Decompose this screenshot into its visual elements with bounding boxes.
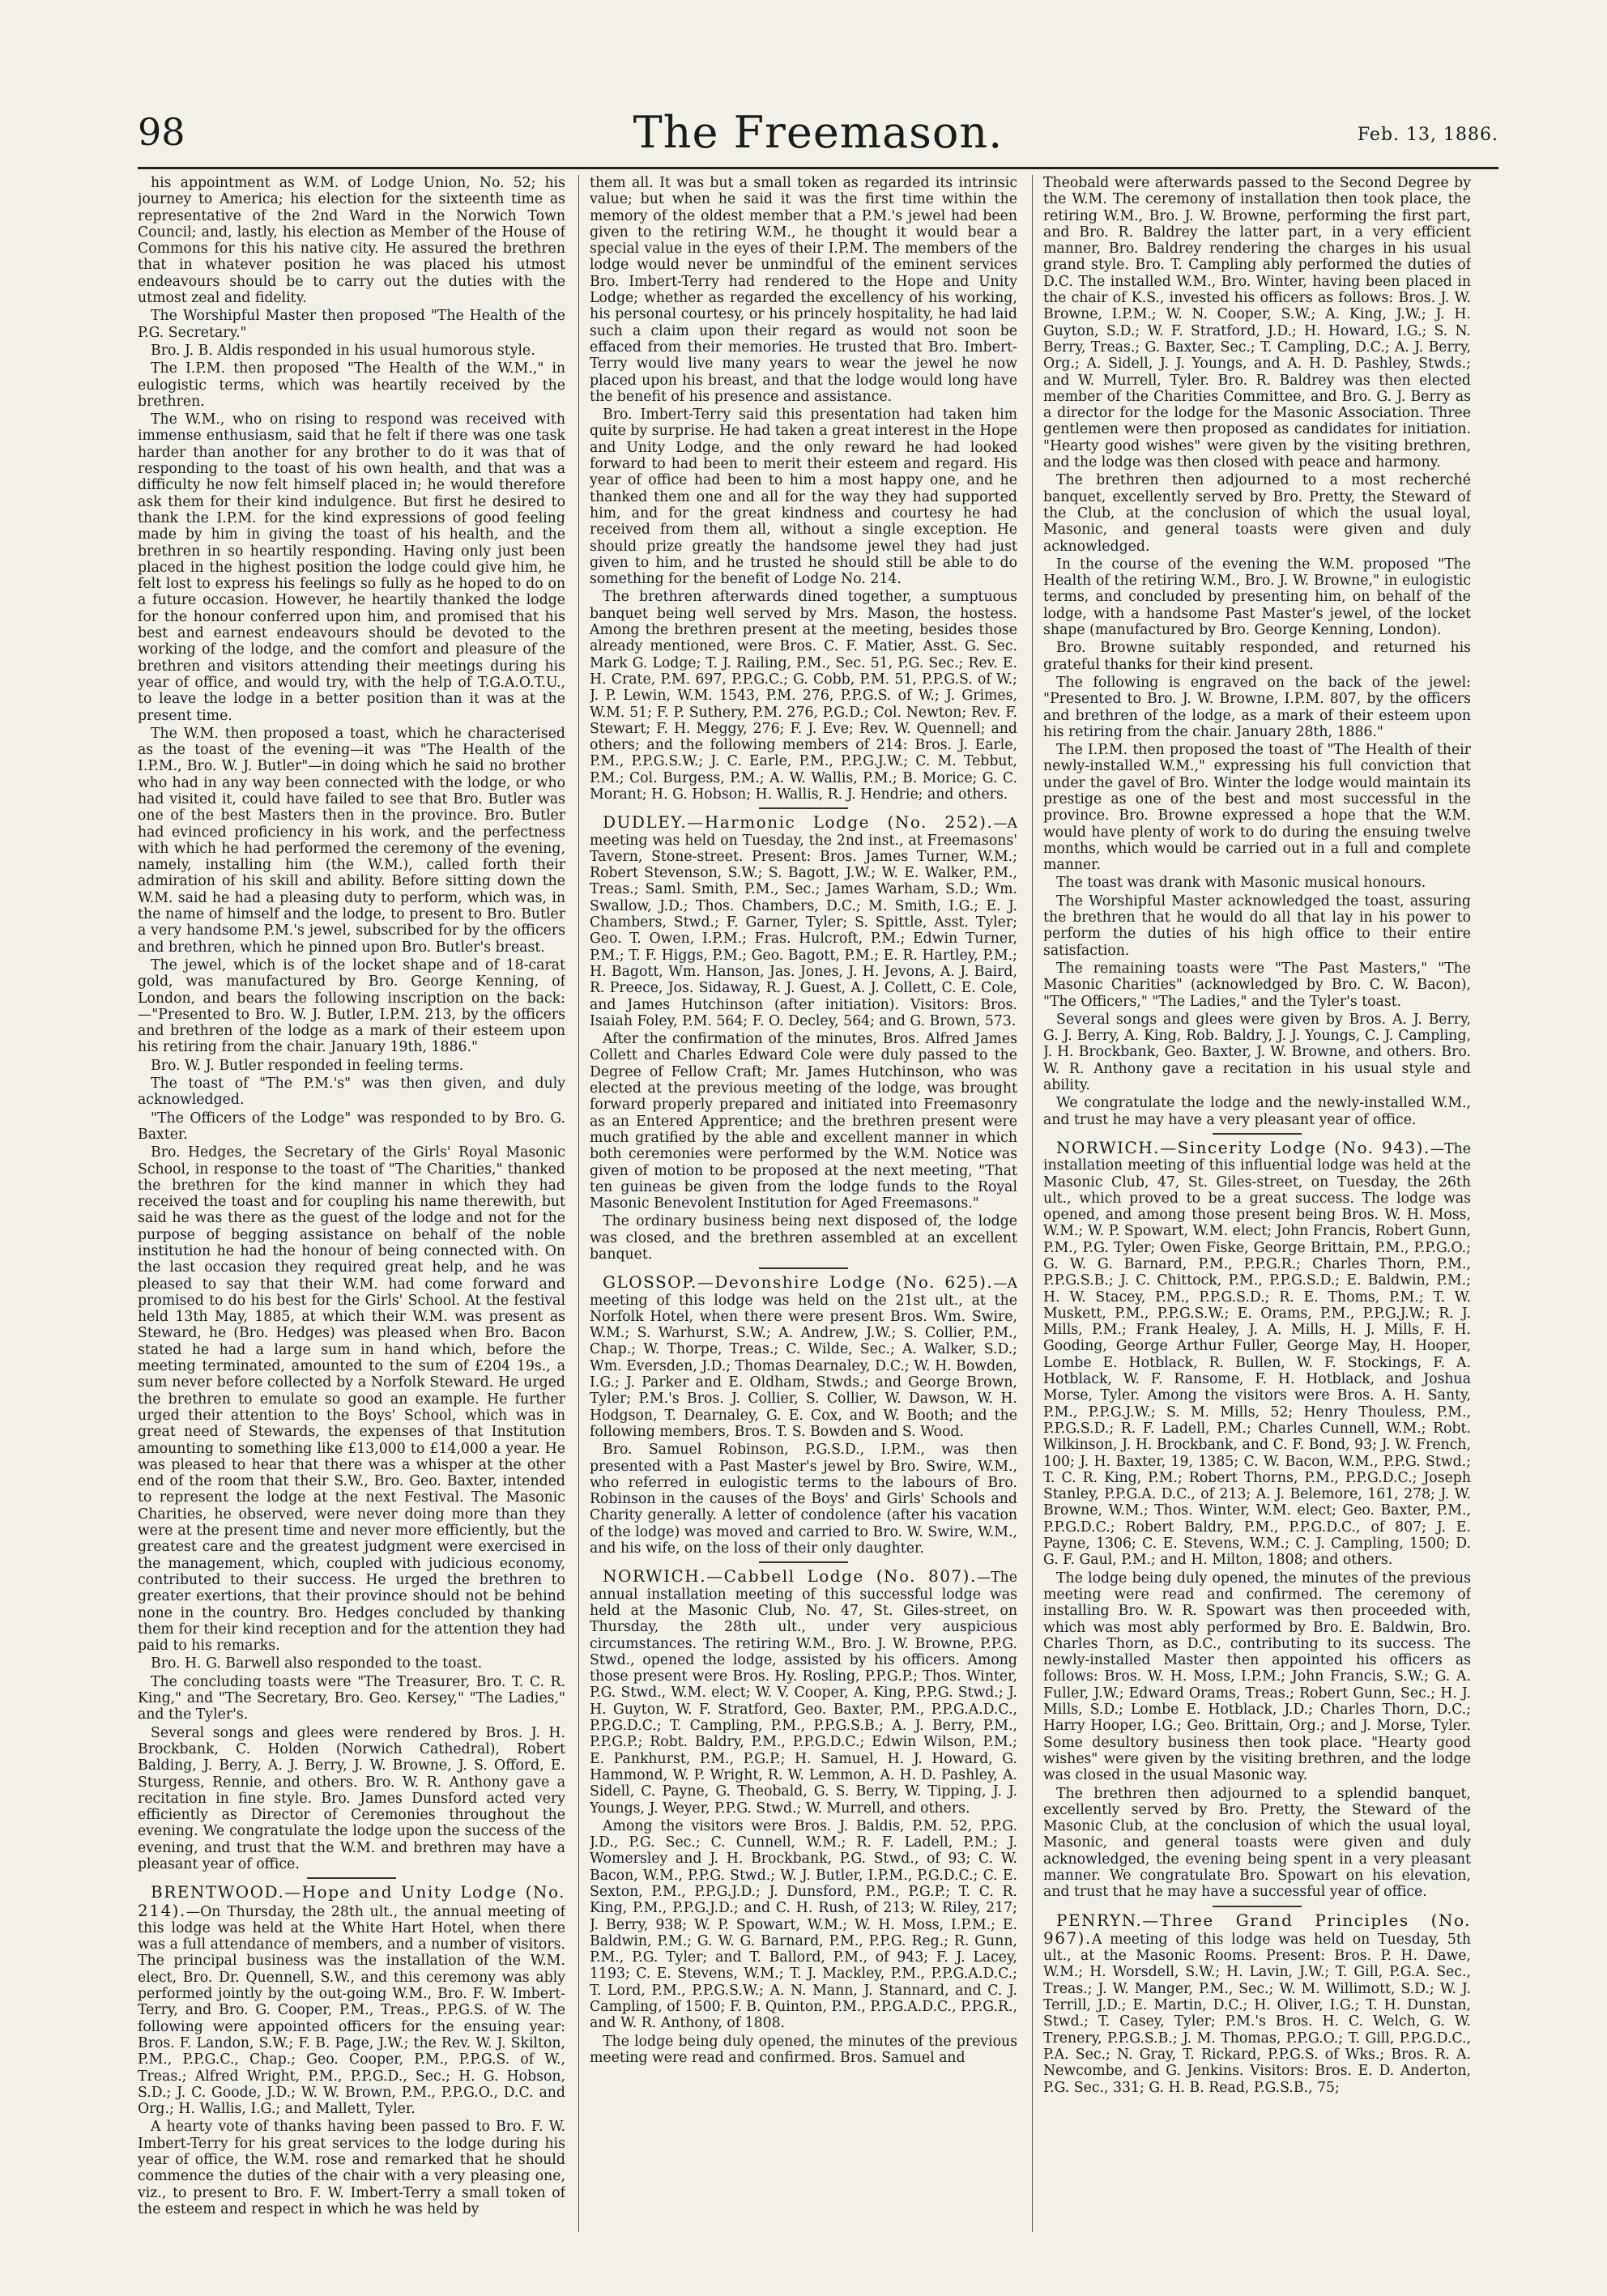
section-separator [759,1561,848,1563]
paragraph: Bro. Hedges, the Secretary of the Girls' Royal Masonic School, in response to the toast of "The Charities," thanked the brethren for the kind manner in which they had received the toast and for coupling his name therewith, but said he was there as the guest of the lodge and not for the purpose of begging assistance on behalf of the noble institution he had the honour of being connected with. On the last occasion they required great help, and he was pleased to say that their W.M. had come forward and promised to do his best for the Girls' School. At the festival held 13th May, 1885, at which their W.M. was present as Steward, he (Bro. Hedges) was pleased when Bro. Bacon stated he had a large sum in hand which, before the meeting terminated, amounted to the sum of £204 19s., a sum never before collected by a Norfolk Steward. He urged the brethren to emulate so good an example. He further urged their attention to the Boys' School, which was in great need of Stewards, the expenses of that Institution amounting to something like £13,000 to £14,000 a year. He was pleased to hear that there was a whisper at the other end of the room that their S.W., Bro. Geo. Baxter, intended to represent the lodge at the next Festival. The Masonic Charities, he observed, were never doing more than they were at the present time and never more efficiently, but the greatest care and the greatest judgment were exercised in the management, which, coupled with judicious economy, contributed to their success. He urged the brethren to greater exertions, that their province should not be behind none in the country. Bro. Hedges concluded by thanking them for their kind reception and for the attention they had paid to his remarks. [138,1144,565,1655]
paragraph: "The Officers of the Lodge" was responded to by Bro. G. Baxter. [138,1110,565,1143]
report-heading: DUDLEY.—Harmonic Lodge (No. 252).—A meeting was held on Tuesday, the 2nd inst., at Freemasons' Tavern, Stone-street. Present: Bros. James Turner, W.M.; Robert Stevenson, S.W.; S. Bagott, J.W.; W. E. Walker, P.M., Treas.; Saml. Smith, P.M., Sec.; James Warham, S.D.; Wm. Swallow, J.D.; Thos. Chambers, D.C.; M. Smith, I.G.; E. J. Chambers, Stwd.; F. Garner, Tyler; S. Spittle, Asst. Tyler; Geo. T. Owen, I.P.M.; Fras. Hulcroft, P.M.; Edwin Turner, P.M.; T. F. Higgs, P.M.; Geo. Bagott, P.M.; E. R. Hartley, P.M.; H. Bagott, Wm. Hanson, Jas. Jones, J. H. Jevons, A. J. Baird, R. Preece, Jos. Sidaway, R. J. Guest, A. J. Collett, C. E. Cole, and James Hutchinson (after initiation). Visitors: Bros. Isaiah Foley, P.M. 564; F. O. Decley, 564; and G. Brown, 573. [590,812,1017,1029]
column-1 [138,175,565,2232]
paragraph: The W.M. then proposed a toast, which he characterised as the toast of the evening—it was "The Health of the I.P.M., Bro. W. J. Butler"—in doing which he said no brother who had in any way been connected with the lodge, or who had visited it, could have failed to see that Bro. Butler was one of the best Masters then in the province. Bro. Butler had evinced proficiency in his work, and the perfectness with which he had performed the ceremony of the evening, namely, installing him (the W.M.), called forth their admiration of his skill and ability. Before sitting down the W.M. said he had a pleasing duty to perform, which was, in the name of himself and the lodge, to present to Bro. Butler a very handsome P.M.'s jewel, subscribed for by the officers and brethren, which he pinned upon Bro. Butler's breast. [138,725,565,956]
paragraph: Bro. Browne suitably responded, and returned his grateful thanks for their kind present. [1043,640,1471,673]
page-number: 98 [138,110,185,154]
paragraph: The lodge being duly opened, the minutes of the previous meeting were read and confirmed. Bros. Samuel and [590,2033,1017,2066]
paragraph: The W.M., who on rising to respond was received with immense enthusiasm, said that he felt if there was one task harder than another for any brother to do it was that of responding to the toast of his own health, and that was a difficulty he now felt himself placed in; he would therefore ask them for their kind indulgence. But first he desired to thank the I.P.M. for the kind expressions of good feeling made by him in giving the toast of his health, and the brethren in so heartily responding. Having only just been placed in the highest position the lodge could give him, he felt lost to express his feelings so fully as he hoped to do on a future occasion. However, he heartily thanked the lodge for the honour conferred upon him, and promised that his best and earnest endeavours should be devoted to the working of the lodge, and the comfort and pleasure of the brethren and visitors attending their meetings during his year of office, and would try, with the help of T.G.A.O.T.U., to leave the lodge in a better position than it was at the present time. [138,411,565,724]
paragraph: A meeting of this lodge was held on the 21st ult., at the Norfolk Hotel, when there were present Bros. Wm. Swire, W.M.; S. Warhurst, S.W.; A. Andrew, J.W.; S. Collier, P.M., Chap.; W. Thorpe, Treas.; C. Wilde, Sec.; A. Walker, S.D.; Wm. Eversden, J.D.; Thomas Dearnaley, D.C.; W. H. Bowden, I.G.; J. Parker and E. Oldham, Stwds.; and George Brown, Tyler; P.M.'s Bros. J. Collier, S. Collier, W. Dawson, W. H. Hodgson, T. Dearnaley, G. E. Cox, and W. Booth; and the following members, Bros. T. S. Bowden and S. Wood. [590,1276,1017,1440]
paragraph: The brethren afterwards dined together, a sumptuous banquet being well served by Mrs. Mason, the hostess. Among the brethren present at the meeting, besides those already mentioned, were Bros. C. F. Matier, Asst. G. Sec. Mark G. Lodge; T. J. Railing, P.M., Sec. 51, P.G. Sec.; Rev. E. H. Crate, P.M. 697, P.P.G.C.; G. Cobb, P.M. 51, P.P.G.S. of W.; J. P. Lewin, W.M. 1543, P.M. 276, P.P.G.S. of W.; J. Grimes, W.M. 51; F. P. Suthery, P.M. 276, P.G.D.; Col. Newton; Rev. F. Stewart; F. H. Meggy, 276; F. J. Eve; Rev. W. Quennell; and others; and the following members of 214: Bros. J. Earle, P.M., P.P.G.S.W.; J. C. Earle, P.M., P.P.G.J.W.; C. M. Tebbut, P.M.; Col. Burgess, P.M.; A. W. Wallis, P.M.; B. Morice; G. C. Morant; H. G. Hobson; H. Wallis, R. J. Hendrie; and others. [590,589,1017,803]
paragraph: The lodge being duly opened, the minutes of the previous meeting were read and confirmed. The ceremony of installing Bro. W. R. Spowart was then proceeded with, which was most ably performed by Bro. E. Baldwin, Bro. Charles Thorn, as D.C., contributing to its success. The newly-installed Master then appointed his officers as follows: Bros. W. H. Moss, I.P.M.; John Francis, S.W.; G. A. Fuller, J.W.; Edward Orams, Treas.; Robert Gunn, Sec.; H. J. Mills, S.D.; Lombe E. Hotblack, J.D.; Charles Thorn, D.C.; Harry Hooper, I.G.; Geo. Brittain, Org.; and J. Morse, Tyler. Some desultory business then took place. "Hearty good wishes" were given by the visiting brethren, and the lodge was closed in the usual Masonic way. [1043,1570,1471,1784]
report-heading: NORWICH.—Cabbell Lodge (No. 807).—The annual installation meeting of this successful lodge was held at the Masonic Club, No. 47, St. Giles-street, on Thursday, the 28th ult., under very auspicious circumstances. The retiring W.M., Bro. J. W. Browne, P.P.G. Stwd., opened the lodge, assisted by his officers. Among those present were Bros. Hy. Rosling, P.P.G.P.; Thos. Winter, P.G. Stwd., W.M. elect; W. V. Cooper, A. King, P.P.G. Stwd.; J. H. Guyton, W. F. Stratford, Geo. Baxter, P.M., P.P.G.A.D.C., P.P.G.D.C.; T. Campling, P.M., P.P.G.S.B.; A. J. Berry, P.M., P.P.G.P.; Robt. Baldry, P.M., P.P.G.D.C.; Edwin Wilson, P.M.; E. Pankhurst, P.M., P.G.P.; H. Samuel, H. J. Howard, G. Hammond, W. P. Wright, R. W. Lemmon, A. H. D. Pashley, A. Sidell, C. Payne, G. Theobald, G. S. Berry, W. Tipping, J. J. Youngs, J. Weyer, P.P.G. Stwd.; W. Murrell, and others. [590,1566,1017,1817]
paragraph: Bro. H. G. Barwell also responded to the toast. [151,1655,483,1672]
paragraph: After the confirmation of the minutes, Bros. Alfred James Collett and Charles Edward Cole were duly passed to the Degree of Fellow Craft; Mr. James Hutchinson, who was elected at the previous meeting of the lodge, was brought forward properly prepared and initiated into Freemasonry as an Entered Apprentice; and the brethren present were much gratified by the able and excellent manner in which both ceremonies were performed by the W.M. Notice was given of motion to be proposed at the next meeting, "That ten guineas be given from the lodge funds to the Royal Masonic Benevolent Institution for Aged Freemasons." [590,1031,1017,1212]
paragraph: The following is engraved on the back of the jewel: "Presented to Bro. J. W. Browne, I.P.M. 807, by the officers and brethren of the lodge, as a mark of their esteem upon his retiring from the chair. January 28th, 1886." [1043,674,1471,740]
paragraph: his appointment as W.M. of Lodge Union, No. 52; his journey to America; his election for the sixteenth time as representative of the 2nd Ward in the Norwich Town Council; and, lastly, his election as Member of the House of Commons for this his native city. He assured the brethren that in whatever position he was placed his utmost endeavours should be to carry out the duties with the utmost zeal and fidelity. [138,175,565,307]
paragraph: Several songs and glees were given by Bros. A. J. Berry, G. J. Berry, A. King, Rob. Baldry, J. J. Youngs, C. J. Campling, J. H. Brockbank, Geo. Baxter, J. W. Browne, and others. Bro. W. R. Anthony gave a recitation in his usual style and ability. [1043,1011,1471,1094]
paragraph: Bro. Samuel Robinson, P.G.S.D., I.P.M., was then presented with a Past Master's jewel by Bro. Swire, W.M., who referred in eulogistic terms to the labours of Bro. Robinson in the causes of the Boys' and Girls' Schools and Charity generally. A letter of condolence (after his vacation of the lodge) was moved and carried to Bro. W. Swire, W.M., and his wife, on the loss of their only daughter. [590,1442,1017,1557]
paragraph: The annual installation meeting of this successful lodge was held at the Masonic Club, No. 47, St. Giles-street, on Thursday, the 28th ult., under very auspicious circumstances. The retiring W.M., Bro. J. W. Browne, P.P.G. Stwd., opened the lodge, assisted by his officers. Among those present were Bros. Hy. Rosling, P.P.G.P.; Thos. Winter, P.G. Stwd., W.M. elect; W. V. Cooper, A. King, P.P.G. Stwd.; J. H. Guyton, W. F. Stratford, Geo. Baxter, P.M., P.P.G.A.D.C., P.P.G.D.C.; T. Campling, P.M., P.P.G.S.B.; A. J. Berry, P.M., P.P.G.P.; Robt. Baldry, P.M., P.P.G.D.C.; Edwin Wilson, P.M.; E. Pankhurst, P.M., P.G.P.; H. Samuel, H. J. Howard, G. Hammond, W. P. Wright, R. W. Lemmon, A. H. D. Pashley, A. Sidell, C. Payne, G. Theobald, G. S. Berry, W. Tipping, J. J. Youngs, J. Weyer, P.P.G. Stwd.; W. Murrell, and others. [590,1570,1017,1817]
paragraph: A hearty vote of thanks having been passed to Bro. F. W. Imbert-Terry for his great services to the lodge during his year of office, the W.M. rose and remarked that he should commence the duties of the chair with a very pleasing one, viz., to present to Bro. F. W. Imbert-Terry a small token of the esteem and respect in which he was held by [138,2119,565,2217]
paragraph: Theobald were afterwards passed to the Second Degree by the W.M. The ceremony of installation then took place, the retiring W.M., Bro. J. W. Browne, performing the first part, and Bro. R. Baldrey the latter part, in a very efficient manner, Bro. Baldrey rendering the charges in his usual grand style. Bro. T. Campling ably performed the duties of D.C. The installed W.M., Bro. Winter, having been placed in the chair of K.S., invested his officers as follows: Bros. J. W. Browne, I.P.M.; W. N. Cooper, S.W.; A. King, J.W.; J. H. Guyton, S.D.; W. F. Stratford, J.D.; H. Howard, I.G.; S. N. Berry, Treas.; G. Baxter, Sec.; T. Campling, D.C.; A. J. Berry, Org.; A. Sidell, J. J. Youngs, and A. H. D. Pashley, Stwds.; and W. Murrell, Tyler. Bro. R. Baldrey was then elected member of the Charities Committee, and Bro. G. J. Berry as a director for the lodge for the Masonic Association. Three gentlemen were then proposed as candidates for initiation. "Hearty good wishes" were given by the visiting brethren, and the lodge was then closed with peace and harmony. [1043,175,1471,471]
paragraph: The installation meeting of this influential lodge was held at the Masonic Club, 47, St. Giles-street, on Tuesday, the 26th ult., which proved to be a great success. The lodge was opened, and among those present being Bros. W. H. Moss, W.M.; W. P. Spowart, W.M. elect; John Francis, Robert Gunn, P.M., P.G. Tyler; Owen Fiske, George Brittain, P.M., P.P.G.O.; G. W. G. Barnard, P.M., P.P.G.R.; Charles Thorn, P.M., P.P.G.S.B.; J. C. Chittock, P.M., P.P.G.S.D.; E. Baldwin, P.M.; H. W. Stacey, P.M., P.P.G.S.D.; R. E. Thoms, P.M.; T. W. Muskett, P.M., P.P.G.S.W.; E. Orams, P.M., P.P.G.J.W.; R. J. Mills, P.M.; Frank Healey, J. A. Mills, H. J. Mills, F. H. Gooding, George Arthur Fuller, George May, H. Hooper, Lombe E. Hotblack, R. Bullen, W. F. Stockings, F. A. Hotblack, W. F. Ransome, F. H. Hotblack, and Joshua Morse, Tyler. Among the visitors were Bros. A. H. Santy, P.M., P.P.G.J.W.; S. M. Mills, 52; Henry Thouless, P.M., P.P.G.S.D.; R. F. Ladell, P.M.; Charles Cunnell, W.M.; Robt. Wilkinson, J. H. Brockbank, and C. F. Bond, 93; J. W. French, 100; J. H. Baxter, 19, 1385; C. W. Bacon, W.M., P.P.G. Stwd.; T. C. R. King, P.M.; Robert Thorns, P.M., P.P.G.D.C.; Joseph Stanley, P.P.G.A. D.C., of 213; A. J. Belemore, 161, 278; J. W. Browne, W.M.; Thos. Winter, W.M. elect; Geo. Baxter, P.M., P.P.G.D.C.; Robert Baldry, P.M., P.P.G.D.C., of 807; J. E. Payne, 1306; C. E. Stevens, W.M.; C. J. Campling, 1500; D. G. F. Gaul, P.M.; and H. Milton, 1808; and others. [1043,1140,1471,1569]
section-separator [759,1267,848,1269]
section-separator [1213,1906,1302,1907]
paragraph: The Worshipful Master acknowledged the toast, assuring the brethren that he would do all that lay in his power to perform the duties of his high office to their entire satisfaction. [1043,892,1471,959]
paragraph: Among the visitors were Bros. J. Baldis, P.M. 52, P.P.G. J.D., P.G. Sec.; C. Cunnell, W.M.; R. F. Ladell, P.M.; J. Womersley and J. H. Brockbank, P.G. Stwd., of 93; C. W. Bacon, W.M., P.P.G. Stwd.; W. J. Butler, I.P.M., P.G.D.C.; C. E. Sexton, P.M., P.P.G.J.D.; J. Dunsford, P.M., P.G.P.; T. C. R. King, P.M., P.P.G.J.D.; and C. H. Rush, of 213; W. Riley, 217; J. Berry, 938; W. P. Spowart, W.M.; W. H. Moss, I.P.M.; E. Baldwin, P.M.; G. W. G. Barnard, P.M., P.P.G. Reg.; R. Gunn, P.M., P.G. Tyler; and T. Ballord, P.M., of 943; F. J. Lacey, 1193; C. E. Stevens, W.M.; T. J. Mackley, P.M., P.P.G.A.D.C.; T. Lord, P.M., P.P.G.S.W.; A. N. Mann, J. Stannard, and C. J. Campling, of 1500; F. B. Quinton, P.M., P.P.G.A.D.C., P.P.G.R., and W. R. Anthony, of 1808. [590,1817,1017,2032]
paragraph: We congratulate the lodge and the newly-installed W.M., and trust he may have a very pleasant year of office. [1043,1095,1471,1128]
paragraph: In the course of the evening the W.M. proposed "The Health of the retiring W.M., Bro. J. W. Browne," in eulogistic terms, and concluded by presenting him, on behalf of the lodge, with a handsome Past Master's jewel, of the locket shape (manufactured by Bro. George Kenning, London). [1043,556,1471,639]
lodge-heading-dudley: DUDLEY.—Harmonic Lodge (No. 252). [603,812,994,833]
column-3 [1043,175,1471,2232]
paragraph: Several songs and glees were rendered by Bros. J. H. Brockbank, C. Holden (Norwich Cathedral), Robert Balding, J. Berry, A. J. Berry, J. W. Browne, J. S. Offord, E. Sturgess, Rennie, and others. Bro. W. R. Anthony gave a recitation in fine style. Bro. James Dunsford acted very efficiently as Director of Ceremonies throughout the evening. We congratulate the lodge upon the success of the evening, and trust that the W.M. and brethren may have a pleasant year of office. [138,1724,565,1872]
paragraph: The toast of "The P.M.'s" was then given, and duly acknowledged. [138,1076,565,1109]
paragraph: The concluding toasts were "The Treasurer, Bro. T. C. R. King," and "The Secretary, Bro. Geo. Kersey," "The Ladies," and the Tyler's. [138,1673,565,1723]
newspaper-title: The Freemason. [633,107,1004,158]
section-separator [1213,1133,1302,1135]
column-2 [590,175,1017,2232]
paragraph: Bro. W. J. Butler responded in feeling terms. [151,1057,464,1074]
paragraph: The I.P.M. then proposed the toast of "The Health of their newly-installed W.M.," expressing his full conviction that under the gavel of Bro. Winter the lodge would maintain its prestige as one of the best and most successful in the province. Bro. Browne expressed a hope that the W.M. would have plenty of work to do during the ensuing twelve months, which would be carried out in a full and complete manner. [1043,742,1471,874]
lodge-heading-norwich-cabbell: NORWICH.—Cabbell Lodge (No. 807). [603,1566,977,1587]
paragraph: Bro. J. B. Aldis responded in his usual humorous style. [151,342,535,359]
report-heading [1043,1912,1471,2096]
report-heading: GLOSSOP.—Devonshire Lodge (No. 625).—A meeting of this lodge was held on the 21st ult., at the Norfolk Hotel, when there were present Bros. Wm. Swire, W.M.; S. Warhurst, S.W.; A. Andrew, J.W.; S. Collier, P.M., Chap.; W. Thorpe, Treas.; C. Wilde, Sec.; A. Walker, S.D.; Wm. Eversden, J.D.; Thomas Dearnaley, D.C.; W. H. Bowden, I.G.; J. Parker and E. Oldham, Stwds.; and George Brown, Tyler; P.M.'s Bros. J. Collier, S. Collier, W. Dawson, W. H. Hodgson, T. Dearnaley, G. E. Cox, and W. Booth; and the following members, Bros. T. S. Bowden and S. Wood. [590,1272,1017,1440]
column-divider [1032,175,1033,2232]
lodge-heading-glossop: GLOSSOP.—Devonshire Lodge (No. 625). [603,1272,994,1293]
paragraph: The jewel, which is of the locket shape and of 18-carat gold, was manufactured by Bro. George Kenning, of London, and bears the following inscription on the back:—"Presented to Bro. W. J. Butler, I.P.M. 213, by the officers and brethren of the lodge as a mark of their esteem upon his retiring from the chair. January 19th, 1886." [138,956,565,1056]
paragraph: them all. It was but a small token as regarded its intrinsic value; but when he said it was the first time within the memory of the oldest member that a P.M.'s jewel had been given to the retiring W.M., he thought it would bear a special value in the eyes of their I.P.M. The members of the lodge would never be unmindful of the eminent services Bro. Imbert-Terry had rendered to the Hope and Unity Lodge; whether as regarded the excellency of his working, his personal courtesy, or his princely hospitality, he had laid such a claim upon their regard as would not soon be effaced from their memories. He trusted that Bro. Imbert-Terry would live many years to wear the jewel he now placed upon his breast, and that the lodge would long have the benefit of his presence and assistance. [590,175,1017,405]
section-separator [307,1877,396,1879]
paragraph: The toast was drank with Masonic musical honours. [1056,875,1426,892]
paragraph: The Worshipful Master then proposed "The Health of the P.G. Secretary." [138,308,565,341]
header-rule [138,167,1498,169]
paragraph: On Thursday, the 28th ult., the annual meeting of this lodge was held at the White Hart Hotel, when there was a full attendance of members, and a number of visitors. The principal business was the installation of the W.M. elect, Bro. Dr. Quennell, S.W., and this ceremony was ably performed jointly by the out-going W.M., Bro. F. W. Imbert-Terry, and Bro. G. Cooper, P.M., Treas., P.P.G.S. of W. The following were appointed officers for the ensuing year: Bros. F. Landon, S.W.; F. B. Page, J.W.; the Rev. W. J. Skilton, P.M., P.P.G.C., Chap.; Geo. Cooper, P.M., P.P.G.S. of W., Treas.; Alfred Wright, P.M., P.P.G.D., Sec.; H. G. Hobson, S.D.; J. C. Goode, J.D.; W. W. Brown, P.M., P.P.G.O., D.C. and Org.; H. Wallis, I.G.; and Mallett, Tyler. [138,1903,565,2118]
paragraph: The brethren then adjourned to a most recherché banquet, excellently served by Bro. Pretty, the Steward of the Club, at the conclusion of which the usual loyal, Masonic, and general toasts were given and duly acknowledged. [1043,472,1471,555]
masthead [138,105,1498,170]
lodge-heading-brentwood: BRENTWOOD.—Hope and Unity Lodge (No. 214). [138,1882,565,1920]
report-heading: BRENTWOOD.—Hope and Unity Lodge (No. 214).—On Thursday, the 28th ult., the annual meeting of this lodge was held at the White Hart Hotel, when there was a full attendance of members, and a number of visitors. The principal business was the installation of the W.M. elect, Bro. Dr. Quennell, S.W., and this ceremony was ably performed jointly by the out-going W.M., Bro. F. W. Imbert-Terry, and Bro. G. Cooper, P.M., Treas., P.P.G.S. of W. The following were appointed officers for the ensuing year: Bros. F. Landon, S.W.; F. B. Page, J.W.; the Rev. W. J. Skilton, P.M., P.P.G.C., Chap.; Geo. Cooper, P.M., P.P.G.S. of W., Treas.; Alfred Wright, P.M., P.P.G.D., Sec.; H. G. Hobson, S.D.; J. C. Goode, J.D.; W. W. Brown, P.M., P.P.G.O., D.C. and Org.; H. Wallis, I.G.; and Mallett, Tyler. [138,1882,565,2118]
paragraph: The brethren then adjourned to a splendid banquet, excellently served by Bro. Pretty, the Steward of the Masonic Club, at the conclusion of which the usual loyal, Masonic, and general toasts were given and duly acknowledged, the evening being spent in a very pleasant manner. We congratulate Bro. Spowart on his elevation, and trust that he may have a successful year of office. [1043,1785,1471,1901]
lodge-heading-norwich-sincerity: NORWICH.—Sincerity Lodge (No. 943). [1056,1137,1430,1157]
paragraph: The ordinary business being next disposed of, the lodge was closed, and the brethren assembled at an excellent banquet. [590,1213,1017,1263]
paragraph: The remaining toasts were "The Past Masters," "The Masonic Charities" (acknowledged by Bro. C. W. Bacon), "The Officers," "The Ladies," and the Tyler's toast. [1043,960,1471,1010]
column-divider [578,175,579,2232]
section-separator [759,807,848,809]
report-heading: NORWICH.—Sincerity Lodge (No. 943).—The installation meeting of this influential lodge was held at the Masonic Club, 47, St. Giles-street, on Tuesday, the 26th ult., which proved to be a great success. The lodge was opened, and among those present being Bros. W. H. Moss, W.M.; W. P. Spowart, W.M. elect; John Francis, Robert Gunn, P.M., P.G. Tyler; Owen Fiske, George Brittain, P.M., P.P.G.O.; G. W. G. Barnard, P.M., P.P.G.R.; Charles Thorn, P.M., P.P.G.S.B.; J. C. Chittock, P.M., P.P.G.S.D.; E. Baldwin, P.M.; H. W. Stacey, P.M., P.P.G.S.D.; R. E. Thoms, P.M.; T. W. Muskett, P.M., P.P.G.S.W.; E. Orams, P.M., P.P.G.J.W.; R. J. Mills, P.M.; Frank Healey, J. A. Mills, H. J. Mills, F. H. Gooding, George Arthur Fuller, George May, H. Hooper, Lombe E. Hotblack, R. Bullen, W. F. Stockings, F. A. Hotblack, W. F. Ransome, F. H. Hotblack, and Joshua Morse, Tyler. Among the visitors were Bros. A. H. Santy, P.M., P.P.G.J.W.; S. M. Mills, 52; Henry Thouless, P.M., P.P.G.S.D.; R. F. Ladell, P.M.; Charles Cunnell, W.M.; Robt. Wilkinson, J. H. Brockbank, and C. F. Bond, 93; J. W. French, 100; J. H. Baxter, 19, 1385; C. W. Bacon, W.M., P.P.G. Stwd.; T. C. R. King, P.M.; Robert Thorns, P.M., P.P.G.D.C.; Joseph Stanley, P.P.G.A. D.C., of 213; A. J. Belemore, 161, 278; J. W. Browne, W.M.; Thos. Winter, W.M. elect; Geo. Baxter, P.M., P.P.G.D.C.; Robert Baldry, P.M., P.P.G.D.C., of 807; J. E. Payne, 1306; C. E. Stevens, W.M.; C. J. Campling, 1500; D. G. F. Gaul, P.M.; and H. Milton, 1808; and others. [1043,1137,1471,1569]
issue-date: Feb. 13, 1886. [1357,125,1498,145]
paragraph: The I.P.M. then proposed "The Health of the W.M.," in eulogistic terms, which was heartily received by the brethren. [138,360,565,410]
paragraph: A meeting of this lodge was held on Tuesday, 5th ult., at the Masonic Rooms. Present: Bros. P. H. Dawe, W.M.; H. Worsdell, S.W.; H. Lavin, J.W.; T. Gill, P.G.A. Sec., Treas.; J. W. Manger, P.M., Sec.; W. M. Willimott, S.D.; W. J. Terrill, J.D.; E. Martin, D.C.; H. Oliver, I.G.; T. H. Dunstan, Stwd.; T. Casey, Tyler; P.M.'s Bros. H. C. Welch, G. W. Trenery, P.P.G.S.B.; J. M. Thomas, P.P.G.O.; T. Gill, P.P.G.D.C., P.A. Sec.; N. Gray, T. Rickard, P.P.G.S. of Wks.; Bros. R. A. Newcombe, and G. Jenkins. Visitors: Bros. E. D. Anderton, P.G. Sec., 331; G. H. B. Read, P.G.S.B., 75; [1043,1931,1471,2096]
lodge-heading-penryn: PENRYN.—Three Grand Principles (No. 967). [1043,1910,1471,1948]
paragraph: Bro. Imbert-Terry said this presentation had taken him quite by surprise. He had taken a great interest in the Hope and Unity Lodge, and the only reward he had looked forward to had been to merit their esteem and regard. His year of office had been to him a most happy one, and he thanked them one and all for the way they had supported him, and for the great kindness and courtesy he had received from them all, without a single exception. He should prize greatly the handsome jewel they had just given to him, and he trusted he should still be able to do something for the benefit of Lodge No. 214. [590,407,1017,588]
paragraph: A meeting was held on Tuesday, the 2nd inst., at Freemasons' Tavern, Stone-street. Present: Bros. James Turner, W.M.; Robert Stevenson, S.W.; S. Bagott, J.W.; W. E. Walker, P.M., Treas.; Saml. Smith, P.M., Sec.; James Warham, S.D.; Wm. Swallow, J.D.; Thos. Chambers, D.C.; M. Smith, I.G.; E. J. Chambers, Stwd.; F. Garner, Tyler; S. Spittle, Asst. Tyler; Geo. T. Owen, I.P.M.; Fras. Hulcroft, P.M.; Edwin Turner, P.M.; T. F. Higgs, P.M.; Geo. Bagott, P.M.; E. R. Hartley, P.M.; H. Bagott, Wm. Hanson, Jas. Jones, J. H. Jevons, A. J. Baird, R. Preece, Jos. Sidaway, R. J. Guest, A. J. Collett, C. E. Cole, and James Hutchinson (after initiation). Visitors: Bros. Isaiah Foley, P.M. 564; F. O. Decley, 564; and G. Brown, 573. [590,816,1017,1029]
